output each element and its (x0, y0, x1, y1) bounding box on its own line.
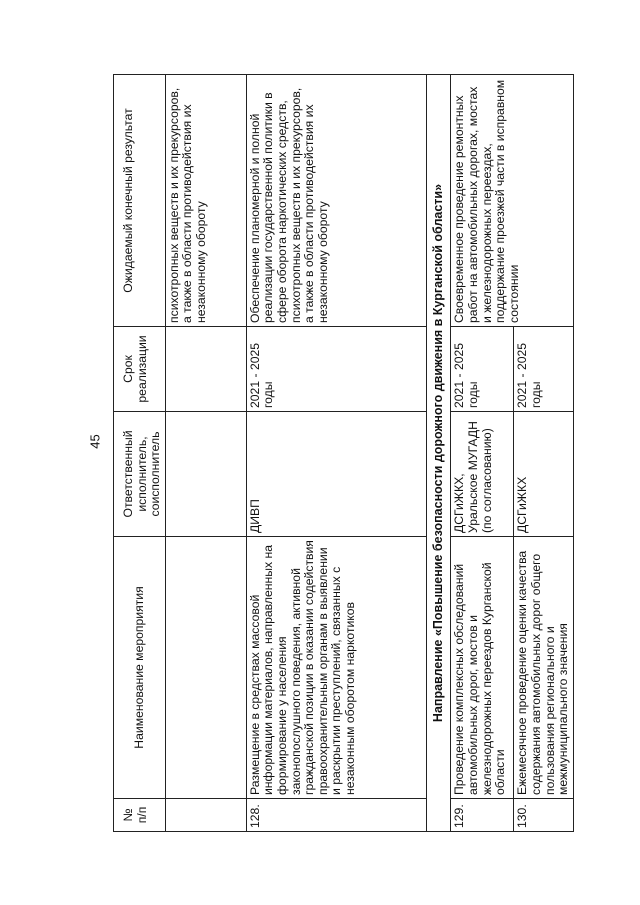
table-header-row (114, 75, 166, 832)
cell-num: 130. (514, 799, 573, 832)
header-result: Ожидаемый конечный результат (114, 75, 166, 327)
cell-responsible: ДСГиЖКХ (514, 412, 573, 537)
measures-table (113, 74, 574, 832)
cell-term: 2021 - 2025 годы (451, 327, 514, 412)
cell-num (165, 799, 246, 832)
cell-result: психотропных веществ и их прекурсоров, а также в области противодействия их незаконному обороту (165, 75, 246, 327)
cell-result: Обеспечение планомерной и полной реализации государственной политики в сфере оборота наркотических средств, психотропных веществ и их прекурсоров, а также в области противодействия их незаконному обороту (246, 75, 426, 327)
cell-name: Ежемесячное проведение оценки качества содержания автомобильных дорог общего пользования регионального и межмуниципального значения (514, 537, 573, 799)
table-row (246, 75, 426, 832)
cell-responsible: ДИВП (246, 412, 426, 537)
page-number: 45 (87, 434, 103, 449)
section-row (426, 75, 451, 832)
section-title: Направление «Повышение безопасности дорожного движения в Курганской области» (426, 75, 451, 832)
header-num: № п/п (114, 799, 166, 832)
rotated-table-container (113, 75, 571, 832)
cell-name: Размещение в средствах массовой информации материалов, направленных на формирование у населения законопослушного поведения, активной гражданской позиции в оказании содействия правоохранительным органам в выявлении и раскрытии преступлений, связанных с незаконным оборотом наркотиков (246, 537, 426, 799)
cell-name: Проведение комплексных обследований автомобильных дорог, мостов и железнодорожных переездов Курганской области (451, 537, 514, 799)
cell-responsible (165, 412, 246, 537)
header-name: Наименование мероприятия (114, 537, 166, 799)
cell-num: 128. (246, 799, 426, 832)
header-term: Срок реализации (114, 327, 166, 412)
table-row (451, 75, 514, 832)
cell-term: 2021 - 2025 годы (514, 327, 573, 412)
cell-num: 129. (451, 799, 514, 832)
cell-term (165, 327, 246, 412)
table-row (165, 75, 246, 832)
header-responsible: Ответственный исполнитель, соисполнитель (114, 412, 166, 537)
cell-name (165, 537, 246, 799)
cell-result: Своевременное проведение ремонтных работ на автомобильных дорогах, мостах и железнодорожных переездах, поддержание проезжей части в исправном состоянии (451, 75, 573, 327)
cell-term: 2021 - 2025 годы (246, 327, 426, 412)
cell-responsible: ДСГиЖКХ, Уральское МУГАДН (по согласованию) (451, 412, 514, 537)
